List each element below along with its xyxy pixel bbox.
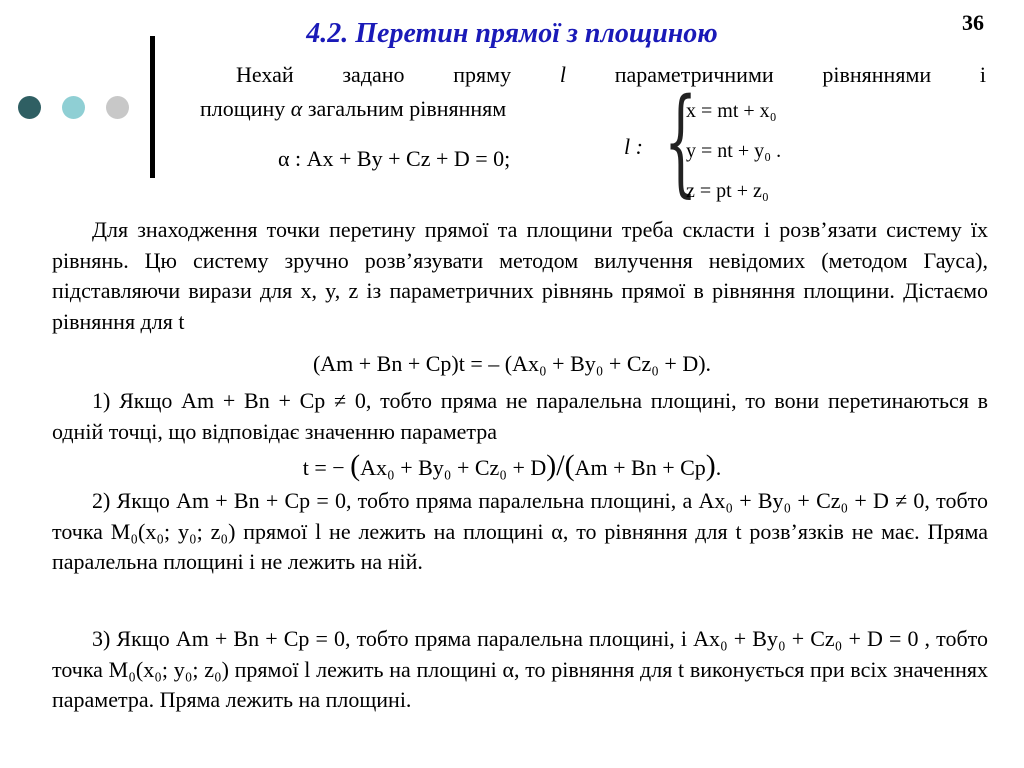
page-number: 36 (962, 10, 984, 35)
decor-dot-dark (18, 96, 41, 119)
intro-line-1 (200, 60, 986, 90)
plane-equation: α : Ax + By + Cz + D = 0; (278, 146, 511, 171)
intro-word: пряму (453, 62, 512, 87)
solution-denominator: Am + Bn + Cp (574, 455, 706, 480)
case-2 (52, 486, 988, 578)
intro-word: задано (342, 62, 405, 87)
system-row-x: x = mt + x₀ (686, 100, 777, 122)
system-brace: { (664, 74, 698, 209)
solution-numerator: Ax₀ + By₀ + Cz₀ + D (360, 455, 547, 480)
intro-word: рівняннями (822, 62, 932, 87)
decor-dot-light (62, 96, 85, 119)
slide-title: 4.2. Перетин прямої з площиною (306, 18, 718, 49)
intro-line-2 (200, 94, 506, 124)
equation-t: (Am + Bn + Cp)t = – (Ax₀ + By₀ + Cz₀ + D). (312, 351, 712, 376)
system-row-z: z = pt + z₀ (686, 180, 769, 202)
decor-dot-gray (106, 96, 129, 119)
intro-word: і (979, 62, 987, 87)
case-1-text: 1) Якщо Am + Bn + Cp ≠ 0, тобто пряма не паралельна площині, то вони перетинаються в одній точці, що відповідає значенню параметра (52, 388, 988, 444)
solution-lhs: t = − (302, 455, 345, 480)
intro-word-l: l (559, 62, 566, 87)
intro-word: Нехай (236, 62, 294, 87)
paragraph-main (52, 215, 988, 337)
case-2-text: 2) Якщо Am + Bn + Cp = 0, тобто пряма паралельна площині, а Ax₀ + By₀ + Cz₀ + D ≠ 0, тобто точка M₀(x₀; y₀; z₀) прямої l не лежить на площині α, то рівняння для t розв’язків не має. Пряма паралельна площині і не лежить на ній. (52, 488, 988, 574)
intro-word: параметричними (614, 62, 774, 87)
intro-suffix: загальним рівнянням (307, 96, 507, 121)
paragraph-main-text: Для знаходження точки перетину прямої та площини треба скласти і розв’язати систему їх рівнянь. Цю систему зручно розв’язувати методом вилучення невідомих (методом Гауса), підставляючи вирази для x, y, z із параметричних рівнянь прямої в рівняння площини. Дістаємо рівняння для t (52, 217, 988, 334)
system-row-y: y = nt + y₀ . (686, 140, 782, 162)
case-3-text: 3) Якщо Am + Bn + Cp = 0, тобто пряма паралельна площині, і Ax₀ + By₀ + Cz₀ + D = 0 , тобто точка M₀(x₀; y₀; z₀) прямої l лежить на площині α, то рівняння для t виконується при всіх значеннях параметра. Пряма лежить на площині. (52, 626, 988, 712)
solution-end: . (715, 455, 722, 480)
case-3 (52, 624, 988, 716)
case-1 (52, 386, 988, 447)
intro-alpha: α (290, 96, 303, 121)
line-system-label: l : (624, 134, 643, 159)
equation-t-solution: t = − (Ax₀ + By₀ + Cz₀ + D)/(Am + Bn + Cp). (302, 449, 722, 482)
intro-prefix: площину (200, 96, 286, 121)
decor-vertical-bar (150, 36, 155, 178)
